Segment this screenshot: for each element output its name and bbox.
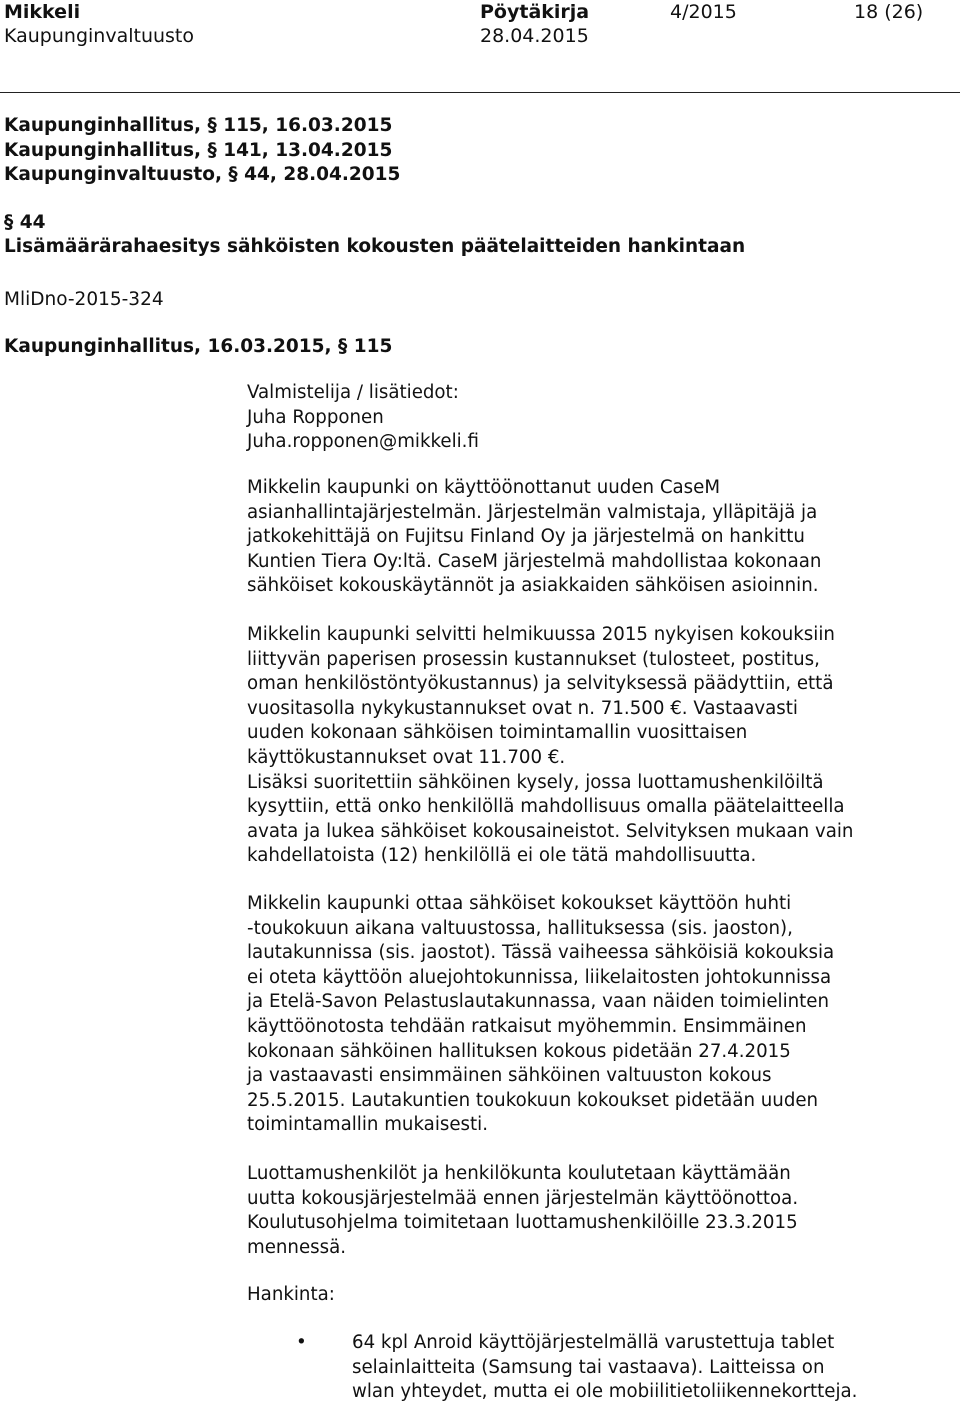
- doc-type: Pöytäkirja: [480, 1, 590, 23]
- paragraph-line: Koulutusohjelma toimitetaan luottamushenkilöille 23.3.2015: [247, 1212, 798, 1234]
- paragraph-line: ja vastaavasti ensimmäinen sähköinen valtuuston kokous: [247, 1065, 772, 1087]
- preparer-label: Valmistelija / lisätiedot:: [247, 382, 459, 403]
- paragraph-line: avata ja lukea sähköiset kokousaineistot. Selvityksen mukaan vain: [247, 820, 854, 842]
- meeting-date: 28.04.2015: [480, 25, 589, 47]
- preparer-info: [247, 381, 887, 455]
- paragraph-line: kahdellatoista (12) henkilöllä ei ole tätä mahdollisuutta.: [247, 845, 757, 867]
- paragraph-line: uutta kokousjärjestelmää ennen järjestelmän käyttöönottoa.: [247, 1187, 799, 1209]
- procurement-label: Hankinta:: [247, 1284, 335, 1305]
- preparer-email: Juha.ropponen@mikkeli.fi: [247, 431, 479, 453]
- paragraph-line: lautakunnissa (sis. jaostot). Tässä vaiheessa sähköisiä kokouksia: [247, 942, 835, 964]
- paragraph-4: [247, 1162, 887, 1260]
- meeting-heading: Kaupunginhallitus, 16.03.2015, § 115: [4, 336, 393, 357]
- reference-item: Kaupunginhallitus, § 115, 16.03.2015: [4, 115, 393, 136]
- paragraph-line: 25.5.2015. Lautakuntien toukokuun kokoukset pidetään uuden: [247, 1089, 819, 1111]
- page-number: 18 (26): [854, 1, 924, 23]
- paragraph-line: käyttökustannukset ovat 11.700 €.: [247, 746, 566, 768]
- paragraph-3: [247, 892, 887, 1138]
- list-item-line: selainlaitteita (Samsung tai vastaava). Laitteissa on: [352, 1356, 825, 1378]
- paragraph-line: käyttöönotosta tehdään ratkaisut myöhemmin. Ensimmäinen: [247, 1015, 807, 1037]
- paragraph-line: Lisäksi suoritettiin sähköinen kysely, jossa luottamushenkilöiltä: [247, 771, 824, 793]
- page-header: [4, 0, 956, 50]
- list-item-line: 64 kpl Anroid käyttöjärjestelmällä varustettuja tablet: [352, 1332, 835, 1353]
- preparer-name: Juha Ropponen: [247, 406, 384, 428]
- paragraph-line: ei oteta käyttöön aluejohtokunnissa, liikelaitosten johtokunnissa: [247, 966, 832, 988]
- paragraph-line: Kuntien Tiera Oy:ltä. CaseM järjestelmä mahdollistaa kokonaan: [247, 550, 822, 572]
- paragraph-line: ja Etelä-Savon Pelastuslautakunnassa, vaan näiden toimielinten: [247, 991, 829, 1013]
- paragraph-line: kysyttiin, että onko henkilöllä mahdollisuus omalla päätelaitteella: [247, 796, 845, 818]
- paragraph-2: [247, 623, 887, 869]
- doc-number: 4/2015: [670, 1, 737, 23]
- paragraph-line: uuden kokonaan sähköisen toimintamallin vuosittaisen: [247, 722, 748, 744]
- header-divider: [0, 92, 960, 93]
- paragraph-line: Mikkelin kaupunki ottaa sähköiset kokoukset käyttöön huhti: [247, 893, 792, 914]
- reference-item: Kaupunginvaltuusto, § 44, 28.04.2015: [4, 164, 401, 186]
- list-item-line: wlan yhteydet, mutta ei ole mobiilitietoliikennekortteja.: [352, 1381, 858, 1403]
- paragraph-line: toimintamallin mukaisesti.: [247, 1114, 488, 1136]
- paragraph-1: [247, 476, 887, 599]
- document-reference-number: MliDno-2015-324: [4, 289, 164, 310]
- paragraph-line: asianhallintajärjestelmän. Järjestelmän valmistaja, ylläpitäjä ja: [247, 501, 818, 523]
- bullet-icon: •: [296, 1332, 307, 1353]
- procurement-item-text: [352, 1331, 857, 1405]
- paragraph-line: jatkokehittäjä on Fujitsu Finland Oy ja järjestelmä on hankittu: [247, 526, 805, 548]
- paragraph-line: liittyvän paperisen prosessin kustannukset (tulosteet, postitus,: [247, 648, 820, 670]
- org-name: Mikkeli: [4, 1, 81, 23]
- paragraph-line: kokonaan sähköinen hallituksen kokous pidetään 27.4.2015: [247, 1040, 791, 1062]
- paragraph-line: sähköiset kokouskäytännöt ja asiakkaiden sähköisen asioinnin.: [247, 575, 819, 597]
- reference-list: [4, 114, 400, 188]
- section-title: Lisämäärärahaesitys sähköisten kokousten päätelaitteiden hankintaan: [4, 236, 746, 257]
- paragraph-line: oman henkilöstöntyökustannus) ja selvityksessä päädyttiin, että: [247, 673, 834, 695]
- paragraph-line: vuositasolla nykykustannukset ovat n. 71.500 €. Vastaavasti: [247, 697, 798, 719]
- paragraph-line: Luottamushenkilöt ja henkilökunta koulutetaan käyttämään: [247, 1163, 791, 1184]
- paragraph-line: -toukokuun aikana valtuustossa, hallituksessa (sis. jaoston),: [247, 917, 793, 939]
- paragraph-line: mennessä.: [247, 1236, 347, 1258]
- paragraph-line: Mikkelin kaupunki selvitti helmikuussa 2015 nykyisen kokouksiin: [247, 624, 835, 645]
- body-name: Kaupunginvaltuusto: [4, 25, 195, 47]
- paragraph-line: Mikkelin kaupunki on käyttöönottanut uuden CaseM: [247, 477, 721, 498]
- section-number: § 44: [4, 212, 46, 233]
- reference-item: Kaupunginhallitus, § 141, 13.04.2015: [4, 139, 393, 161]
